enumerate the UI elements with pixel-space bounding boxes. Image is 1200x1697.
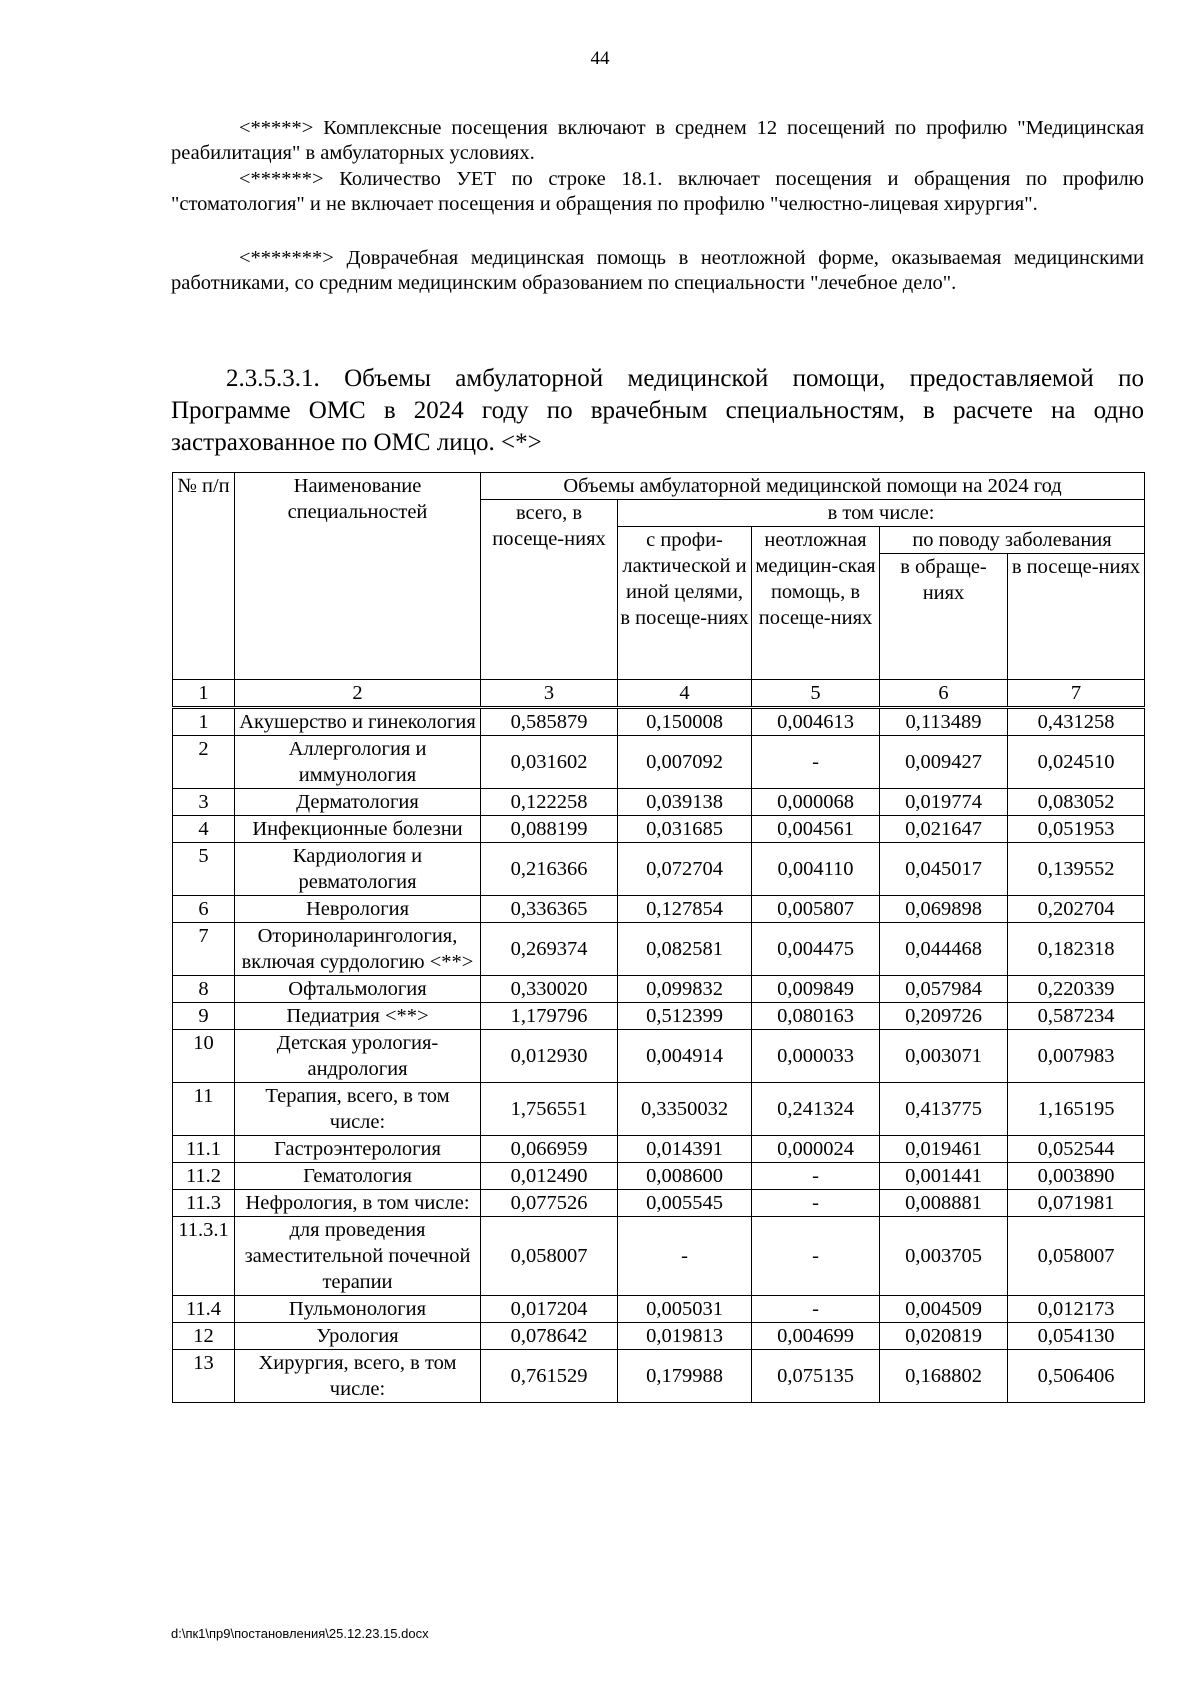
disease-appeals: 0,413775 [880, 1083, 1008, 1136]
urgent-visits: 0,004475 [752, 923, 880, 976]
disease-visits: 0,003890 [1008, 1163, 1145, 1190]
row-number: 11 [173, 1083, 235, 1136]
total-visits: 0,058007 [481, 1217, 618, 1296]
table-row [173, 1350, 1145, 1403]
column-number: 5 [752, 680, 880, 708]
prophylactic-visits: 0,004914 [618, 1030, 752, 1083]
row-number: 2 [173, 736, 235, 789]
disease-visits: 0,054130 [1008, 1323, 1145, 1350]
disease-visits: 0,051953 [1008, 816, 1145, 843]
urgent-visits: - [752, 1190, 880, 1217]
urgent-visits: 0,009849 [752, 976, 880, 1003]
disease-visits: 0,202704 [1008, 896, 1145, 923]
disease-appeals: 0,004509 [880, 1296, 1008, 1323]
disease-visits: 1,165195 [1008, 1083, 1145, 1136]
prophylactic-visits: 0,031685 [618, 816, 752, 843]
prophylactic-visits: 0,127854 [618, 896, 752, 923]
disease-visits: 0,024510 [1008, 736, 1145, 789]
disease-appeals: 0,020819 [880, 1323, 1008, 1350]
specialty-name: Дерматология [235, 789, 481, 816]
row-number: 3 [173, 789, 235, 816]
disease-visits: 0,139552 [1008, 843, 1145, 896]
urgent-visits: - [752, 1217, 880, 1296]
total-visits: 0,077526 [481, 1190, 618, 1217]
prophylactic-visits: - [618, 1217, 752, 1296]
column-number: 7 [1008, 680, 1145, 708]
disease-appeals: 0,008881 [880, 1190, 1008, 1217]
urgent-visits: 0,004699 [752, 1323, 880, 1350]
row-number: 5 [173, 843, 235, 896]
column-number: 1 [173, 680, 235, 708]
row-number: 12 [173, 1323, 235, 1350]
disease-appeals: 0,003705 [880, 1217, 1008, 1296]
specialty-name: Урология [235, 1323, 481, 1350]
disease-appeals: 0,019461 [880, 1136, 1008, 1163]
prophylactic-visits: 0,099832 [618, 976, 752, 1003]
disease-visits: 0,058007 [1008, 1217, 1145, 1296]
prophylactic-visits: 0,007092 [618, 736, 752, 789]
urgent-visits: 0,004613 [752, 708, 880, 736]
footnote-5: <*****> Комплексные посещения включают в среднем 12 посещений по профилю "Медицинская реабилитация" в амбулаторных условиях. [171, 117, 1144, 164]
table-row [173, 976, 1145, 1003]
disease-visits: 0,506406 [1008, 1350, 1145, 1403]
table-row [173, 1296, 1145, 1323]
file-path-footer: d:\пк1\пр9\постановления\25.12.23.15.docx [171, 1626, 429, 1641]
prophylactic-visits: 0,082581 [618, 923, 752, 976]
prophylactic-visits: 0,072704 [618, 843, 752, 896]
urgent-visits: 0,004110 [752, 843, 880, 896]
header-total: всего, в посеще-ниях [481, 500, 618, 680]
total-visits: 0,336365 [481, 896, 618, 923]
urgent-visits: 0,241324 [752, 1083, 880, 1136]
prophylactic-visits: 0,3350032 [618, 1083, 752, 1136]
total-visits: 1,756551 [481, 1083, 618, 1136]
specialty-name: Детская урология-андрология [235, 1030, 481, 1083]
disease-visits: 0,007983 [1008, 1030, 1145, 1083]
disease-appeals: 0,069898 [880, 896, 1008, 923]
urgent-visits: - [752, 1296, 880, 1323]
disease-visits: 0,083052 [1008, 789, 1145, 816]
header-prof: с профи-лактической и иной целями, в посеще-ниях [618, 527, 752, 680]
column-number: 4 [618, 680, 752, 708]
disease-appeals: 0,003071 [880, 1030, 1008, 1083]
table-row [173, 736, 1145, 789]
specialty-name: Неврология [235, 896, 481, 923]
footnote-6: <******> Количество УЕТ по строке 18.1. включает посещения и обращения по профилю "стоматология" и не включает посещения и обращения по профилю "челюстно-лицевая хирургия". [171, 168, 1144, 215]
total-visits: 0,269374 [481, 923, 618, 976]
specialty-name: Инфекционные болезни [235, 816, 481, 843]
disease-appeals: 0,113489 [880, 708, 1008, 736]
footnote-7: <*******> Доврачебная медицинская помощь в неотложной форме, оказываемая медицинскими работниками, со средним медицинским образованием по специальности "лечебное дело". [171, 247, 1144, 294]
table-row [173, 896, 1145, 923]
total-visits: 0,122258 [481, 789, 618, 816]
urgent-visits: - [752, 736, 880, 789]
total-visits: 1,179796 [481, 1003, 618, 1030]
specialty-name: Гематология [235, 1163, 481, 1190]
specialty-name: Аллергология и иммунология [235, 736, 481, 789]
disease-appeals: 0,001441 [880, 1163, 1008, 1190]
row-number: 6 [173, 896, 235, 923]
disease-visits: 0,182318 [1008, 923, 1145, 976]
header-disease: по поводу заболевания [880, 527, 1145, 554]
prophylactic-visits: 0,019813 [618, 1323, 752, 1350]
disease-appeals: 0,021647 [880, 816, 1008, 843]
disease-visits: 0,052544 [1008, 1136, 1145, 1163]
table-row [173, 1003, 1145, 1030]
disease-visits: 0,071981 [1008, 1190, 1145, 1217]
prophylactic-visits: 0,008600 [618, 1163, 752, 1190]
table-row [173, 1136, 1145, 1163]
disease-appeals: 0,019774 [880, 789, 1008, 816]
specialty-name: Оториноларингология, включая сурдологию <**> [235, 923, 481, 976]
urgent-visits: 0,000024 [752, 1136, 880, 1163]
row-number: 11.4 [173, 1296, 235, 1323]
total-visits: 0,012490 [481, 1163, 618, 1190]
table-row [173, 816, 1145, 843]
row-number: 8 [173, 976, 235, 1003]
table-row [173, 789, 1145, 816]
table-row [173, 1030, 1145, 1083]
column-number: 6 [880, 680, 1008, 708]
table-row [173, 1217, 1145, 1296]
specialty-name: Педиатрия <**> [235, 1003, 481, 1030]
urgent-visits: - [752, 1163, 880, 1190]
prophylactic-visits: 0,512399 [618, 1003, 752, 1030]
row-number: 11.3 [173, 1190, 235, 1217]
header-visits: в посеще-ниях [1008, 554, 1145, 680]
header-incl: в том числе: [618, 500, 1145, 527]
disease-visits: 0,587234 [1008, 1003, 1145, 1030]
header-appeals: в обраще-ниях [880, 554, 1008, 680]
prophylactic-visits: 0,179988 [618, 1350, 752, 1403]
total-visits: 0,017204 [481, 1296, 618, 1323]
header-num: № п/п [173, 473, 235, 680]
prophylactic-visits: 0,014391 [618, 1136, 752, 1163]
disease-appeals: 0,044468 [880, 923, 1008, 976]
prophylactic-visits: 0,039138 [618, 789, 752, 816]
page-number: 44 [590, 48, 610, 69]
urgent-visits: 0,080163 [752, 1003, 880, 1030]
total-visits: 0,216366 [481, 843, 618, 896]
urgent-visits: 0,000068 [752, 789, 880, 816]
disease-visits: 0,220339 [1008, 976, 1145, 1003]
table-row [173, 1323, 1145, 1350]
row-number: 4 [173, 816, 235, 843]
prophylactic-visits: 0,005545 [618, 1190, 752, 1217]
prophylactic-visits: 0,150008 [618, 708, 752, 736]
specialty-name: Офтальмология [235, 976, 481, 1003]
table-row [173, 1163, 1145, 1190]
disease-appeals: 0,045017 [880, 843, 1008, 896]
row-number: 11.1 [173, 1136, 235, 1163]
column-number-row [173, 680, 1145, 708]
table-row [173, 708, 1145, 736]
row-number: 11.2 [173, 1163, 235, 1190]
total-visits: 0,330020 [481, 976, 618, 1003]
specialty-name: Гастроэнтерология [235, 1136, 481, 1163]
table-row [173, 923, 1145, 976]
header-name: Наименование специальностей [235, 473, 481, 680]
specialty-name: Пульмонология [235, 1296, 481, 1323]
total-visits: 0,761529 [481, 1350, 618, 1403]
column-number: 3 [481, 680, 618, 708]
disease-appeals: 0,209726 [880, 1003, 1008, 1030]
table-row [173, 1083, 1145, 1136]
row-number: 11.3.1 [173, 1217, 235, 1296]
row-number: 10 [173, 1030, 235, 1083]
total-visits: 0,031602 [481, 736, 618, 789]
total-visits: 0,012930 [481, 1030, 618, 1083]
specialty-name: Терапия, всего, в том числе: [235, 1083, 481, 1136]
header-urgent: неотложная медицин-ская помощь, в посеще-ниях [752, 527, 880, 680]
specialty-name: для проведения заместительной почечной терапии [235, 1217, 481, 1296]
disease-visits: 0,012173 [1008, 1296, 1145, 1323]
column-number: 2 [235, 680, 481, 708]
volumes-table [172, 472, 1145, 1403]
specialty-name: Акушерство и гинекология [235, 708, 481, 736]
urgent-visits: 0,075135 [752, 1350, 880, 1403]
total-visits: 0,078642 [481, 1323, 618, 1350]
section-heading: 2.3.5.3.1. Объемы амбулаторной медицинской помощи, предоставляемой по Программе ОМС в 2024 году по врачебным специальностям, в расчете на одно застрахованное по ОМС лицо. <*> [171, 365, 1144, 456]
disease-appeals: 0,057984 [880, 976, 1008, 1003]
disease-visits: 0,431258 [1008, 708, 1145, 736]
urgent-visits: 0,004561 [752, 816, 880, 843]
disease-appeals: 0,009427 [880, 736, 1008, 789]
row-number: 13 [173, 1350, 235, 1403]
total-visits: 0,088199 [481, 816, 618, 843]
specialty-name: Нефрология, в том числе: [235, 1190, 481, 1217]
row-number: 1 [173, 708, 235, 736]
header-group: Объемы амбулаторной медицинской помощи на 2024 год [481, 473, 1145, 500]
table-row [173, 843, 1145, 896]
urgent-visits: 0,005807 [752, 896, 880, 923]
row-number: 9 [173, 1003, 235, 1030]
total-visits: 0,066959 [481, 1136, 618, 1163]
urgent-visits: 0,000033 [752, 1030, 880, 1083]
disease-appeals: 0,168802 [880, 1350, 1008, 1403]
total-visits: 0,585879 [481, 708, 618, 736]
prophylactic-visits: 0,005031 [618, 1296, 752, 1323]
specialty-name: Хирургия, всего, в том числе: [235, 1350, 481, 1403]
row-number: 7 [173, 923, 235, 976]
table-row [173, 1190, 1145, 1217]
specialty-name: Кардиология и ревматология [235, 843, 481, 896]
